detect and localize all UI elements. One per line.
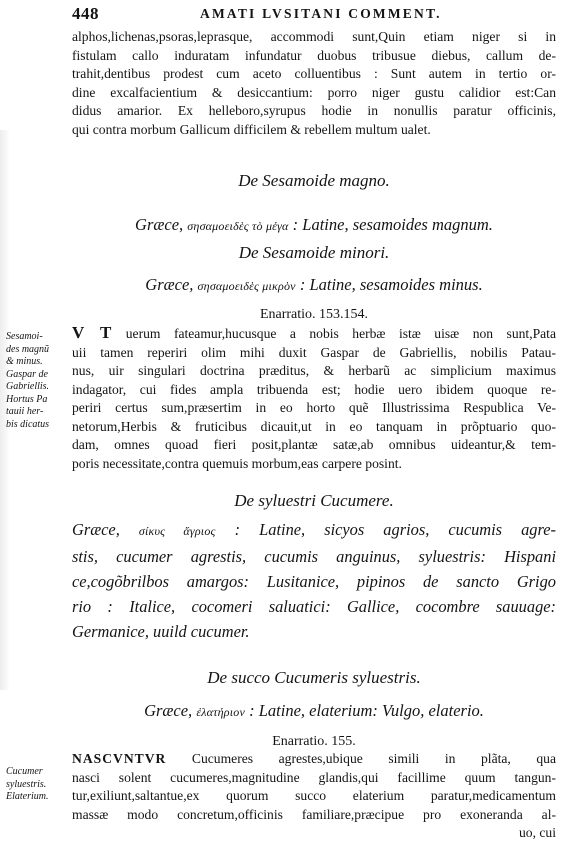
- text-line: Germanice, uuild cucumer.: [72, 622, 250, 641]
- heading-syluestri-cucumere: De syluestri Cucumere.: [234, 491, 394, 510]
- text-line: didus amarior. Ex helleboro,syrupus hodie in nonullis paratur officinis,: [72, 103, 556, 118]
- text-line: fistulam callo induratam infundatur duobus tribusue diebus, callum de-: [72, 47, 556, 63]
- intro-paragraph: [72, 28, 556, 139]
- text-line: NASCVNTVR Cucumeres agrestes,ubique simili in plãta, qua: [72, 751, 556, 766]
- enarratio-title-155: Enarratio. 155.: [272, 734, 356, 749]
- latin-name: : Latine, sesamoides minus.: [299, 275, 483, 294]
- heading-succo-cucumeris: De succo Cucumeris syluestris.: [207, 668, 421, 687]
- enarratio-155-paragraph: [72, 750, 556, 843]
- margin-note-sesamoides: Sesamoi- des magnũ & minus. Gaspar de Gabriellis. Hortus Pa tauii her- bis dicatus: [6, 331, 50, 430]
- drop-initial: V T: [72, 324, 113, 342]
- enarratio-title-153: Enarratio. 153.154.: [259, 307, 369, 322]
- text-line: Græce, σίκυς ἄγριος : Latine, sicyos agrios, cucumis agre-: [72, 520, 556, 539]
- greek-word: ἐλατήριον: [196, 705, 246, 719]
- text-line: netorum,Herbis & fruticibus dicauit,ut in eo tanquam in prõptuario quo-: [72, 418, 556, 434]
- greek-word: σησαμοειδὲς μικρὸν: [197, 279, 296, 293]
- text-line: trahit,dentibus prodest cum aceto colluentibus : Sunt autem in tertio or-: [72, 66, 556, 81]
- text-line: V T uerum fateamur,hucusque a nobis herbæ istæ uisæ non sunt,Pata: [72, 324, 556, 342]
- greek-prefix: Græce,: [145, 275, 194, 294]
- text-line: tur,exiliunt,saltantue,ex quorum succo elaterium paratur,medicamentum: [72, 788, 556, 803]
- text-line: massæ modo concretum,officinis familiare,præcipue pro exoneranda al-: [72, 806, 556, 822]
- text-line: stis, cucumer agrestis, cucumis anguinus, syluestris: Hispani: [72, 547, 556, 566]
- cucumer-names: [72, 517, 556, 644]
- enarratio-153-paragraph: [72, 324, 556, 473]
- latin-name: : Latine, elaterium: Vulgo, elaterio.: [249, 701, 484, 720]
- text-line: uii tamen reperiri olim mihi duxit Gaspar de Gabriellis, nobilis Patau-: [72, 344, 556, 360]
- greek-prefix: Græce,: [144, 701, 193, 720]
- greek-latin-line-magnum: [72, 215, 556, 235]
- margin-note-cucumer: Cucumer syluestris. Elaterium.: [6, 766, 49, 802]
- greek-prefix: Græce,: [72, 520, 120, 539]
- heading-sesamoide-magno: De Sesamoide magno.: [238, 171, 390, 190]
- catchword: uo, cui: [519, 825, 556, 840]
- drop-initial: NASCVNTVR: [72, 751, 167, 766]
- text-line: rio : Italice, cocomeri saluatici: Gallice, cocombre sauuage:: [72, 597, 556, 616]
- text-line: indagator, cui fides ampla tribuenda est; hodie uero ibidem quoque re-: [72, 381, 556, 397]
- text-line: dine excalfacientium & desiccantium: porro niger gustu calidior est:Can: [72, 84, 556, 100]
- greek-word: σίκυς ἄγριος: [138, 524, 216, 538]
- text-line: ce,cogõbrilbos amargos: Lusitanice, pipinos de sancto Grigo: [72, 572, 556, 591]
- greek-word: σησαμοειδὲς τὸ μέγα: [187, 219, 289, 233]
- greek-latin-line-elaterium: [72, 701, 556, 721]
- text-line: periri certus sum,præsertim in eo horto quẽ Illustrissima Respublica Ve-: [72, 400, 556, 415]
- text-line: nus, uir singulari doctrina præditus, & herbarũ ac simplicium maximus: [72, 363, 556, 378]
- text-line: nasci solent cucumeres,magnitudine glandis,qui facillime quum tangun-: [72, 769, 556, 785]
- text-line: qui contra morbum Gallicum difficilem & rebellem multum ualet.: [72, 121, 431, 137]
- greek-latin-line-minus: [72, 275, 556, 295]
- running-head: AMATI LVSITANI COMMENT.: [200, 6, 442, 21]
- page-header: [72, 4, 528, 24]
- latin-name: : Latine, sesamoides magnum.: [292, 215, 493, 234]
- text-line: poris necessitate,contra quemuis morbum,eas carpere posint.: [72, 455, 402, 471]
- heading-sesamoide-minori: De Sesamoide minori.: [238, 243, 390, 262]
- text-line: dam, omnes quoad fieri posit,plantæ satæ,ab omnibus uideantur,& tem-: [72, 437, 556, 452]
- text-line: alphos,lichenas,psoras,leprasque, accommodi sunt,Quin etiam niger si in: [72, 29, 556, 44]
- greek-prefix: Græce,: [135, 215, 184, 234]
- page-number: 448: [72, 4, 99, 23]
